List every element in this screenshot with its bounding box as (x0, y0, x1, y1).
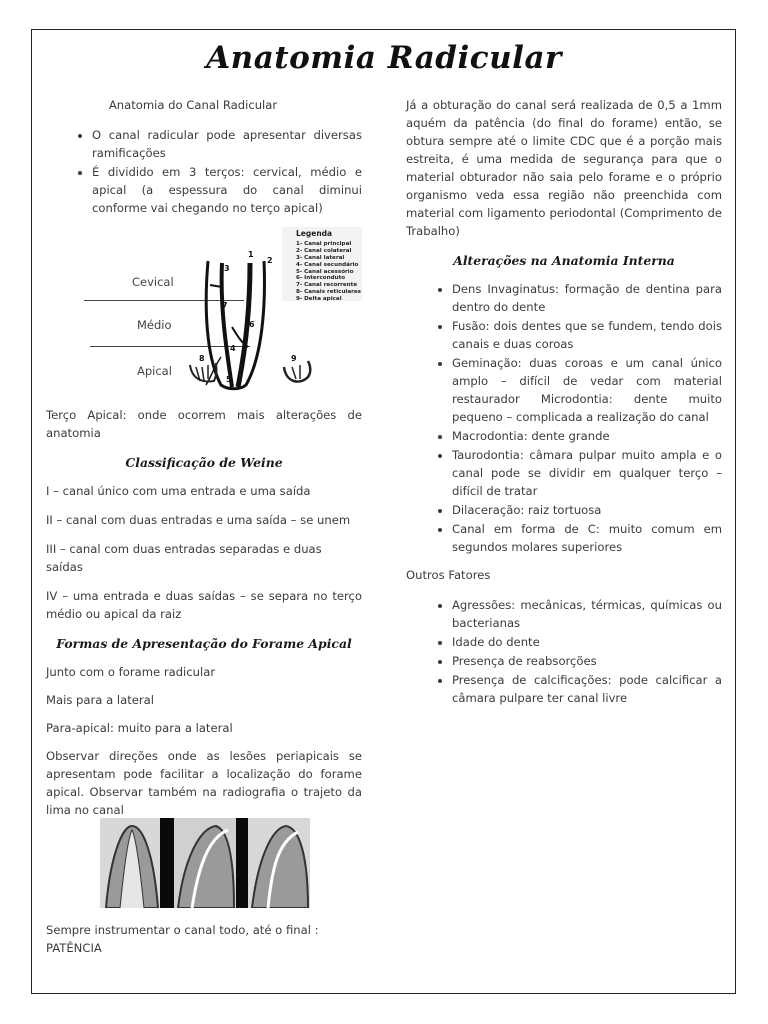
figure-number: 9 (291, 354, 297, 363)
list-item: • Canal em forma de C: muito comum em segundos molares superiores (452, 520, 722, 556)
forame-item: Mais para a lateral (46, 693, 154, 707)
alteracoes-heading: Alterações na Anatomia Interna (453, 253, 675, 268)
terco-apical-text: Terço Apical: onde ocorrem mais alterações de anatomia (46, 408, 362, 440)
figure-legend (296, 231, 361, 303)
list-item: • O canal radicular pode apresentar diversas ramificações (92, 126, 362, 162)
legend-item: 6- Interconduto (296, 275, 346, 282)
legend-item: 3- Canal lateral (296, 254, 345, 261)
legend-item: 5- Canal acessório (296, 268, 354, 275)
list-item: • Geminação: duas coroas e um canal único amplo – difícil de vedar com material restaurador Microdontia: dente muito pequeno – complicada a realização do canal (452, 354, 722, 426)
list-item: • Presença de reabsorções (452, 652, 722, 670)
weine-heading: Classificação de Weine (125, 455, 283, 470)
alteracoes-list (406, 280, 722, 556)
list-item: • Dens Invaginatus: formação de dentina para dentro do dente (452, 280, 722, 316)
weine-item: III – canal com duas entradas separadas e duas saídas (46, 542, 322, 574)
legend-item: 7- Canal recorrente (296, 282, 358, 289)
legend-title: Legenda (296, 229, 333, 238)
list-item: • Dilaceração: raiz tortuosa (452, 501, 722, 519)
list-item: • Fusão: dois dentes que se fundem, tendo dois canais e duas coroas (452, 317, 722, 353)
forame-item: Junto com o forame radicular (46, 665, 216, 679)
outros-heading: Outros Fatores (406, 568, 491, 582)
legend-item: 8- Canais reticulares (296, 289, 362, 296)
obturacao-text: Já a obturação do canal será realizada de 0,5 a 1mm aquém da patência (do final do forame) então, se obtura sempre até o limite CDC que é a porção mais estreita, é uma medida de segurança para que o material obturador não saia pelo forame e o próprio organismo veda essa região não preenchida com material com ligamento periodontal (Comprimento de Trabalho) (406, 98, 722, 238)
weine-item: I – canal único com uma entrada e uma saída (46, 484, 311, 498)
forame-heading: Formas de Apresentação do Forame Apical (56, 636, 352, 651)
label-cervical: Cevical (132, 275, 174, 289)
figure-number: 4 (230, 344, 236, 353)
legend-item: 4- Canal secundário (296, 261, 359, 268)
weine-item: II – canal com duas entradas e uma saída – se unem (46, 513, 351, 527)
list-item: • Taurodontia: câmara pulpar muito ampla e o canal pode se dividir em qualquer terço – difícil de tratar (452, 446, 722, 500)
sempre-text: Sempre instrumentar o canal todo, até o final : PATÊNCIA (46, 923, 319, 955)
right-column (406, 96, 722, 708)
legend-item: 9- Delta apical (296, 296, 342, 303)
figure-number: 1 (248, 250, 254, 259)
delta-canals (292, 365, 300, 379)
main-canal (222, 263, 232, 387)
figure-number: 7 (222, 301, 228, 310)
figure-number: 3 (224, 264, 230, 273)
legend-item: 1- Canal principal (296, 240, 352, 247)
list-item: • Agressões: mecânicas, térmicas, químicas ou bacterianas (452, 596, 722, 632)
figure-number: 2 (267, 256, 273, 265)
list-item: • Idade do dente (452, 633, 722, 651)
section-subtitle: Anatomia do Canal Radicular (108, 98, 278, 112)
forame-item: Para-apical: muito para a lateral (46, 721, 233, 735)
root-outline (206, 261, 264, 389)
figure-number: 8 (199, 354, 205, 363)
intro-list (46, 126, 362, 217)
figure-number: 6 (249, 320, 255, 329)
label-apical: Apical (137, 364, 172, 378)
sempre-block (46, 921, 362, 957)
observar-text: Observar direções onde as lesões periapicais se apresentam pode facilitar a localização do forame apical. Observar também na radiografia o trajeto da lima no canal (46, 749, 362, 817)
figure-number: 5 (226, 375, 232, 384)
list-item: • Macrodontia: dente grande (452, 427, 722, 445)
delta-apex (284, 361, 310, 382)
weine-item: IV – uma entrada e duas saídas – se separa no terço médio ou apical da raiz (46, 589, 362, 621)
left-column (46, 96, 362, 819)
outros-list (406, 596, 722, 707)
root-canal-diagram (46, 227, 362, 402)
list-item: • É dividido em 3 terços: cervical, médio e apical (a espessura do canal diminui conforme vai chegando no terço apical) (92, 163, 362, 217)
label-medio: Médio (137, 318, 172, 332)
list-item: • Presença de calcificações: pode calcificar a câmara pulpare ter canal livre (452, 671, 722, 707)
radiograph-images (100, 818, 310, 908)
legend-item: 2- Canal colateral (296, 247, 352, 254)
page-title: Anatomia Radicular (206, 40, 562, 76)
